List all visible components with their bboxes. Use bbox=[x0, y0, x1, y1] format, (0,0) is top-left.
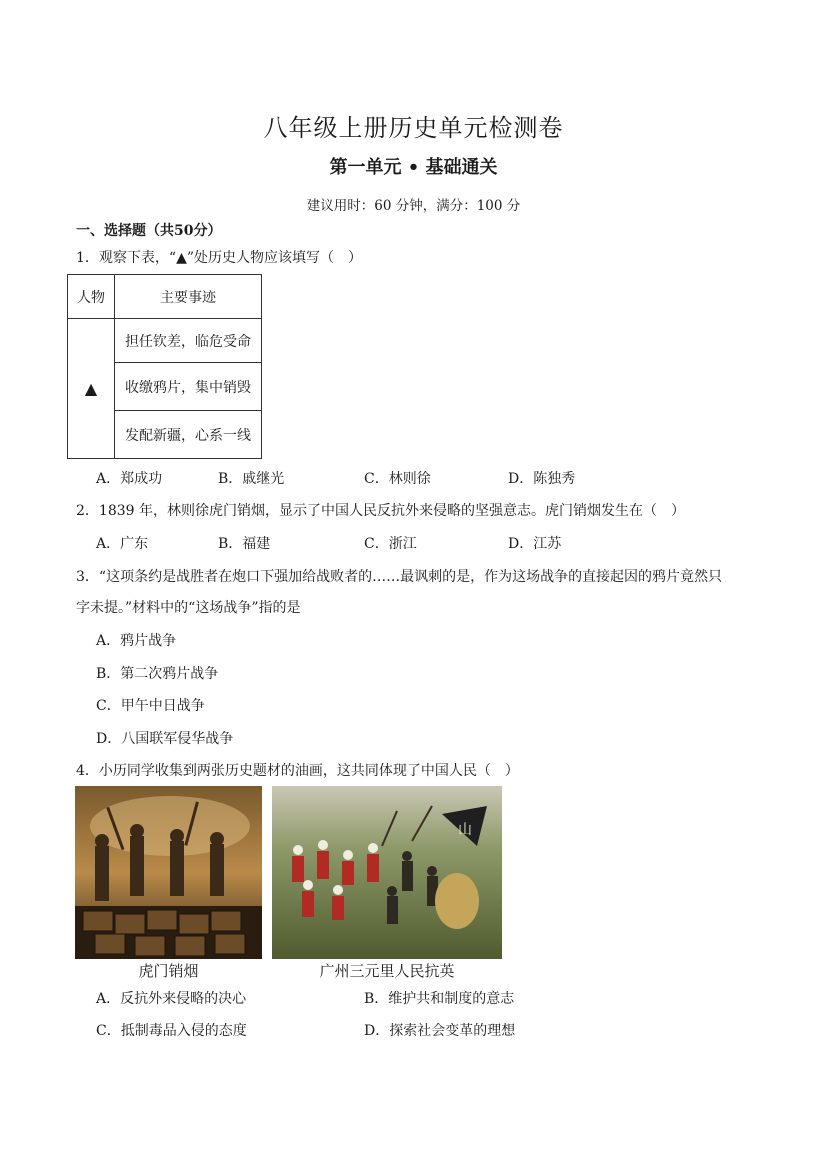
painting-2-caption: 广州三元里人民抗英 bbox=[319, 962, 455, 980]
q1-option-a[interactable]: A．郑成功 bbox=[96, 471, 163, 487]
q4-option-b[interactable]: B．维护共和制度的意志 bbox=[364, 991, 515, 1007]
sanyuanli-battle-painting-icon bbox=[272, 786, 502, 959]
q3-option-b[interactable]: B．第二次鸦片战争 bbox=[96, 666, 219, 682]
svg-text:山: 山 bbox=[458, 822, 472, 838]
q4-option-c[interactable]: C．抵制毒品入侵的态度 bbox=[96, 1023, 247, 1039]
exam-info: 建议用时：60 分钟，满分：100 分 bbox=[306, 198, 521, 214]
table-deed-3: 发配新疆，心系一线 bbox=[115, 411, 262, 459]
q2-option-b[interactable]: B．福建 bbox=[218, 536, 271, 552]
q3-option-d[interactable]: D．八国联军侵华战争 bbox=[96, 731, 234, 747]
q4-option-a[interactable]: A．反抗外来侵略的决心 bbox=[96, 991, 247, 1007]
painting-1-caption: 虎门销烟 bbox=[138, 962, 199, 980]
q1-option-c[interactable]: C．林则徐 bbox=[364, 471, 431, 487]
q2-option-a[interactable]: A．广东 bbox=[96, 536, 149, 552]
question-3-stem-line2: 字未提。”材料中的“这场战争”指的是 bbox=[76, 600, 301, 616]
page-title: 八年级上册历史单元检测卷 bbox=[263, 114, 564, 142]
table-deed-1: 担任钦差，临危受命 bbox=[115, 319, 262, 363]
q1-option-d[interactable]: D．陈独秀 bbox=[508, 471, 576, 487]
q4-option-d[interactable]: D．探索社会变革的理想 bbox=[364, 1023, 516, 1039]
q2-option-c[interactable]: C．浙江 bbox=[364, 536, 417, 552]
q3-option-c[interactable]: C．甲午中日战争 bbox=[96, 698, 205, 714]
question-4-stem: 4．小历同学收集到两张历史题材的油画，这共同体现了中国人民（ ） bbox=[76, 763, 519, 779]
table-person-cell: ▲ bbox=[68, 319, 115, 459]
unit-subtitle: 第一单元 • 基础通关 bbox=[329, 157, 498, 178]
q1-option-b[interactable]: B．戚继光 bbox=[218, 471, 285, 487]
table-header-person: 人物 bbox=[68, 275, 115, 319]
table-deed-2: 收缴鸦片，集中销毁 bbox=[115, 363, 262, 411]
figure-deeds-table bbox=[67, 274, 262, 459]
question-3-stem-line1: 3．“这项条约是战胜者在炮口下强加给战败者的……最讽刺的是，作为这场战争的直接起因的鸦片竟然只 bbox=[76, 569, 723, 585]
opium-burning-painting-icon bbox=[75, 786, 262, 959]
question-1-stem: 1．观察下表，“▲”处历史人物应该填写（ ） bbox=[76, 250, 362, 266]
question-2-stem: 2．1839 年，林则徐虎门销烟，显示了中国人民反抗外来侵略的坚强意志。虎门销烟发生在（ ） bbox=[76, 503, 685, 519]
table-header-deeds: 主要事迹 bbox=[115, 275, 262, 319]
section-heading: 一、选择题（共50分） bbox=[76, 223, 222, 239]
q3-option-a[interactable]: A．鸦片战争 bbox=[96, 633, 177, 649]
q2-option-d[interactable]: D．江苏 bbox=[508, 536, 562, 552]
